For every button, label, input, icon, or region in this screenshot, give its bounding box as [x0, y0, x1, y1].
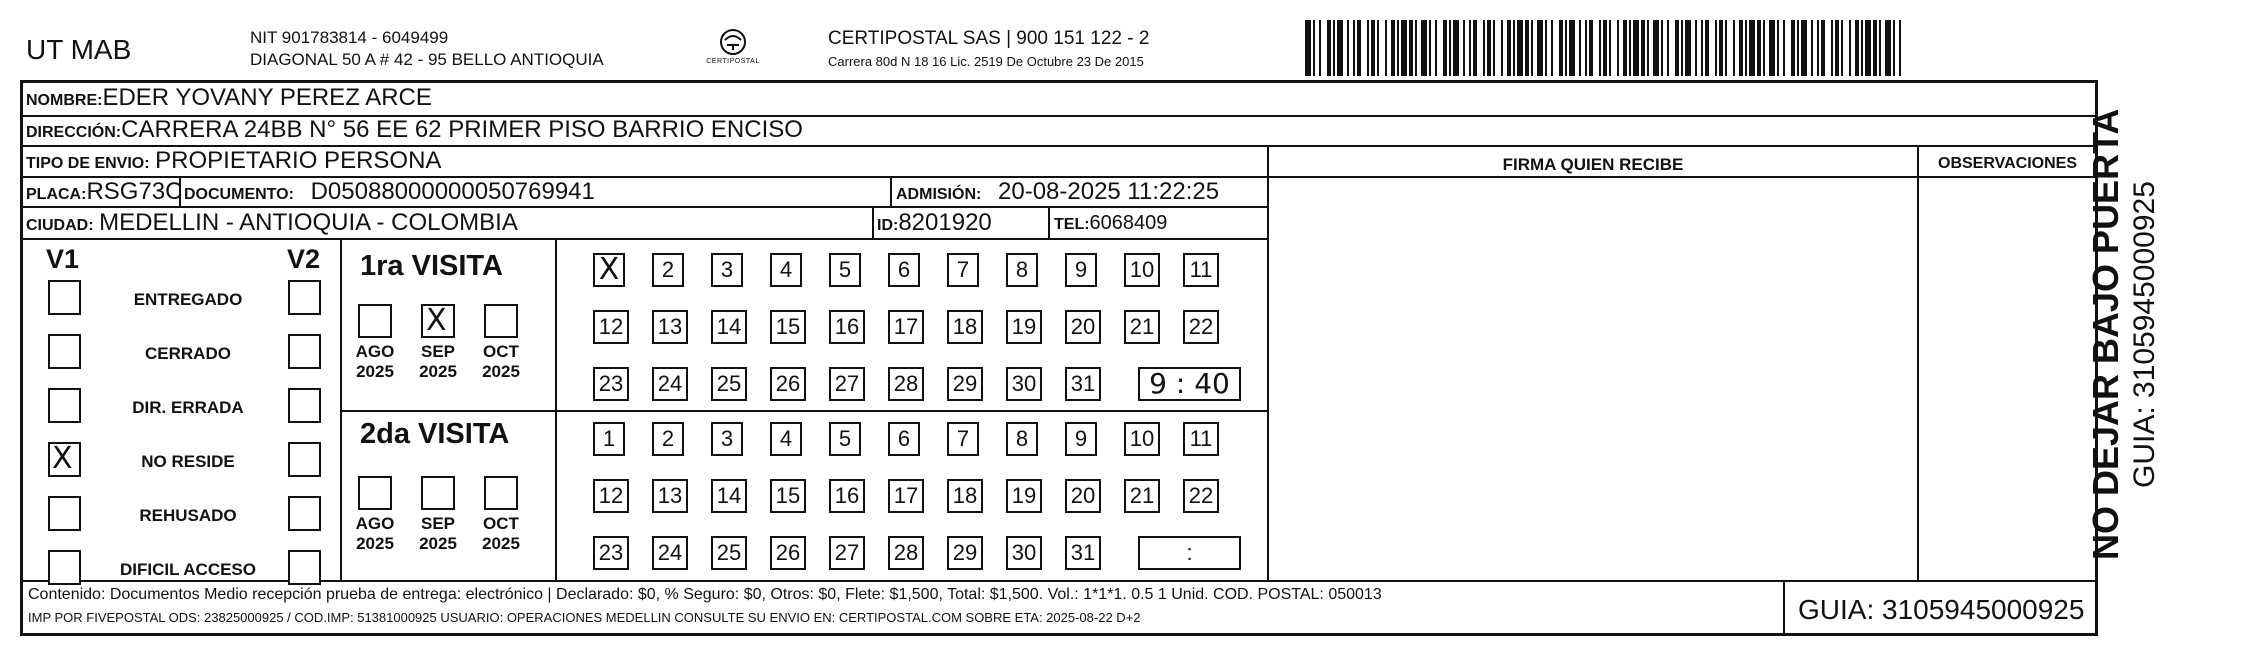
barcode-bar	[1623, 20, 1627, 76]
first-day-3[interactable]: 3	[711, 253, 743, 287]
v2-checkbox-3[interactable]	[288, 442, 321, 477]
second-day-24[interactable]: 24	[652, 536, 688, 570]
barcode-bar	[1569, 20, 1575, 76]
first-day-29[interactable]: 29	[947, 367, 983, 401]
first-day-5[interactable]: 5	[829, 253, 861, 287]
barcode-bar	[1893, 20, 1895, 76]
first-day-19[interactable]: 19	[1006, 310, 1042, 344]
carrier-address: Carrera 80d N 18 16 Lic. 2519 De Octubre 23 De 2015	[828, 54, 1144, 69]
barcode-bar	[1705, 20, 1709, 76]
first-day-22[interactable]: 22	[1183, 310, 1219, 344]
barcode-bar	[1811, 20, 1813, 76]
second-day-28[interactable]: 28	[888, 536, 924, 570]
barcode-bar	[1641, 20, 1645, 76]
ciudad-label: CIUDAD:	[26, 217, 94, 234]
barcode-bar	[1531, 20, 1533, 76]
first-day-15[interactable]: 15	[770, 310, 806, 344]
barcode-bar	[1617, 20, 1619, 76]
barcode-bar	[1579, 20, 1581, 76]
carrier-name: CERTIPOSTAL SAS | 900 151 122 - 2	[828, 28, 1150, 49]
barcode-bar	[1701, 20, 1703, 76]
barcode-bar	[1653, 20, 1659, 76]
barcode-bar	[1739, 20, 1743, 76]
id-row	[877, 211, 992, 235]
id-value: 8201920	[898, 209, 992, 236]
tel-label: TEL:	[1054, 216, 1090, 233]
barcode-bar	[1483, 20, 1485, 76]
barcode-bar	[1391, 20, 1395, 76]
barcode-bar	[1745, 20, 1747, 76]
barcode-bar	[1585, 20, 1587, 76]
barcode-bar	[1401, 20, 1407, 76]
direccion-value: CARRERA 24BB N° 56 EE 62 PRIMER PISO BARRIO ENCISO	[121, 116, 803, 143]
barcode-bar	[1525, 20, 1529, 76]
barcode-bar	[1865, 20, 1871, 76]
barcode-bar	[1791, 20, 1795, 76]
second-day-9[interactable]: 9	[1065, 422, 1097, 456]
barcode-bar	[1715, 20, 1717, 76]
barcode-bar	[1367, 20, 1369, 76]
barcode-bar	[1537, 20, 1543, 76]
first-month-check-mark: X	[426, 303, 447, 338]
first-month-checkbox-sep[interactable]	[421, 304, 455, 338]
second-day-3[interactable]: 3	[711, 422, 743, 456]
barcode-bar	[1493, 20, 1495, 76]
barcode-bar	[1661, 20, 1663, 76]
second-month-checkbox-oct[interactable]	[484, 476, 518, 510]
second-day-1[interactable]: 1	[593, 422, 625, 456]
v2-checkbox-5[interactable]	[288, 550, 321, 585]
barcode-bar	[1397, 20, 1399, 76]
ciudad-value: MEDELLIN - ANTIOQUIA - COLOMBIA	[99, 209, 518, 236]
first-month-label-sep: SEP 2025	[419, 342, 457, 382]
barcode-bar	[1487, 20, 1491, 76]
barcode-bar	[1821, 20, 1825, 76]
barcode-bar	[1817, 20, 1819, 76]
barcode-bar	[1899, 20, 1901, 76]
first-day-6[interactable]: 6	[888, 253, 920, 287]
barcode-bar	[1443, 20, 1447, 76]
v1-checkbox-4[interactable]	[48, 496, 81, 531]
second-day-23[interactable]: 23	[593, 536, 629, 570]
barcode-bar	[1783, 20, 1785, 76]
placa-row	[26, 180, 182, 204]
first-visit-title: 1ra VISITA	[360, 250, 503, 282]
barcode-bar	[1449, 20, 1451, 76]
v2-checkbox-4[interactable]	[288, 496, 321, 531]
second-day-15[interactable]: 15	[770, 479, 806, 513]
second-day-10[interactable]: 10	[1124, 422, 1160, 456]
barcode-bar	[1313, 20, 1315, 76]
barcode	[1305, 20, 1905, 76]
barcode-bar	[1599, 20, 1601, 76]
first-day-20[interactable]: 20	[1065, 310, 1101, 344]
first-day-31[interactable]: 31	[1065, 367, 1101, 401]
first-day-23[interactable]: 23	[593, 367, 629, 401]
v1-checkbox-1[interactable]	[48, 334, 81, 369]
first-day-7[interactable]: 7	[947, 253, 979, 287]
side-guia: GUIA: 3105945000925	[2128, 181, 2161, 488]
carrier-logo	[705, 26, 761, 74]
first-day-18[interactable]: 18	[947, 310, 983, 344]
barcode-bar	[1305, 20, 1311, 76]
second-day-7[interactable]: 7	[947, 422, 979, 456]
tel-row	[1054, 213, 1167, 233]
first-time-field[interactable]: 9 : 40	[1138, 367, 1241, 401]
barcode-bar	[1319, 20, 1321, 76]
barcode-bar	[1835, 20, 1839, 76]
barcode-bar	[1409, 20, 1413, 76]
barcode-bar	[1831, 20, 1833, 76]
barcode-bar	[1849, 20, 1851, 76]
tipo-row	[26, 149, 441, 173]
second-day-20[interactable]: 20	[1065, 479, 1101, 513]
second-day-17[interactable]: 17	[888, 479, 924, 513]
barcode-bar	[1551, 20, 1553, 76]
nombre-value: EDER YOVANY PEREZ ARCE	[102, 84, 432, 111]
v1-checkbox-2[interactable]	[48, 388, 81, 423]
second-month-label-sep: SEP 2025	[419, 514, 457, 554]
barcode-bar	[1337, 20, 1343, 76]
barcode-bar	[1507, 20, 1511, 76]
first-month-label-oct: OCT 2025	[482, 342, 520, 382]
first-day-2[interactable]: 2	[652, 253, 684, 287]
direccion-row	[26, 118, 803, 142]
barcode-graphic	[1305, 20, 1905, 76]
barcode-bar	[1685, 20, 1691, 76]
placa-value: RSG73C	[86, 178, 183, 205]
company-name: UT MAB	[26, 34, 132, 65]
barcode-bar	[1517, 20, 1523, 76]
admision-row	[896, 180, 1219, 204]
v2-header: V2	[287, 244, 321, 274]
barcode-bar	[1347, 20, 1349, 76]
v2-checkbox-0[interactable]	[288, 280, 321, 315]
v1-checkbox-0[interactable]	[48, 280, 81, 315]
barcode-bar	[1885, 20, 1891, 76]
admision-label: ADMISIÓN:	[896, 186, 982, 203]
company-address: DIAGONAL 50 A # 42 - 95 BELLO ANTIOQUIA	[250, 50, 604, 69]
second-day-16[interactable]: 16	[829, 479, 865, 513]
first-month-checkbox-ago[interactable]	[358, 304, 392, 338]
barcode-bar	[1333, 20, 1335, 76]
second-day-30[interactable]: 30	[1006, 536, 1042, 570]
barcode-bar	[1385, 20, 1387, 76]
second-month-checkbox-sep[interactable]	[421, 476, 455, 510]
barcode-bar	[1603, 20, 1607, 76]
second-day-8[interactable]: 8	[1006, 422, 1038, 456]
ciudad-row	[26, 211, 518, 235]
first-day-26[interactable]: 26	[770, 367, 806, 401]
barcode-bar	[1797, 20, 1799, 76]
status-label-4: REHUSADO	[139, 506, 237, 525]
v2-checkbox-2[interactable]	[288, 388, 321, 423]
carrier-logo-text: CERTIPOSTAL	[706, 58, 760, 65]
first-month-label-ago: AGO 2025	[355, 342, 395, 382]
barcode-bar	[1357, 20, 1361, 76]
barcode-bar	[1469, 20, 1471, 76]
firma-header: FIRMA QUIEN RECIBE	[1502, 155, 1684, 174]
first-day-14[interactable]: 14	[711, 310, 747, 344]
second-day-6[interactable]: 6	[888, 422, 920, 456]
barcode-bar	[1757, 20, 1761, 76]
barcode-bar	[1501, 20, 1503, 76]
barcode-bar	[1861, 20, 1863, 76]
v1-check-mark: X	[52, 441, 73, 476]
barcode-bar	[1725, 20, 1727, 76]
second-day-13[interactable]: 13	[652, 479, 688, 513]
company-nit: NIT 901783814 - 6049499	[250, 28, 449, 47]
first-day-24[interactable]: 24	[652, 367, 688, 401]
barcode-bar	[1733, 20, 1735, 76]
barcode-bar	[1855, 20, 1859, 76]
first-day-12[interactable]: 12	[593, 310, 629, 344]
first-day-28[interactable]: 28	[888, 367, 924, 401]
barcode-bar	[1801, 20, 1807, 76]
tel-value: 6068409	[1089, 212, 1168, 234]
second-day-19[interactable]: 19	[1006, 479, 1042, 513]
observaciones-header: OBSERVACIONES	[1938, 155, 2077, 172]
barcode-bar	[1629, 20, 1631, 76]
first-day-10[interactable]: 10	[1124, 253, 1160, 287]
barcode-bar	[1695, 20, 1697, 76]
barcode-bar	[1559, 20, 1563, 76]
first-day-30[interactable]: 30	[1006, 367, 1042, 401]
barcode-bar	[1763, 20, 1765, 76]
barcode-bar	[1675, 20, 1679, 76]
second-day-29[interactable]: 29	[947, 536, 983, 570]
second-day-25[interactable]: 25	[711, 536, 747, 570]
carrier-logo-icon	[705, 26, 761, 74]
documento-row	[184, 180, 595, 204]
second-day-26[interactable]: 26	[770, 536, 806, 570]
v1-header: V1	[46, 244, 80, 274]
documento-value: D05088000000050769941	[310, 178, 595, 205]
barcode-bar	[1453, 20, 1459, 76]
barcode-bar	[1777, 20, 1779, 76]
documento-label: DOCUMENTO:	[184, 186, 294, 203]
first-month-checkbox-oct[interactable]	[484, 304, 518, 338]
second-month-checkbox-ago[interactable]	[358, 476, 392, 510]
second-visit-title: 2da VISITA	[360, 418, 510, 450]
barcode-bar	[1327, 20, 1331, 76]
barcode-bar	[1435, 20, 1437, 76]
side-warning: NO DEJAR BAJO PUERTA	[2085, 108, 2126, 560]
barcode-bar	[1415, 20, 1417, 76]
status-label-5: DIFICIL ACCESO	[119, 560, 256, 579]
v1-checkbox-5[interactable]	[48, 550, 81, 585]
first-day-9[interactable]: 9	[1065, 253, 1097, 287]
second-day-21[interactable]: 21	[1124, 479, 1160, 513]
barcode-bar	[1681, 20, 1683, 76]
v2-checkbox-1[interactable]	[288, 334, 321, 369]
barcode-bar	[1429, 20, 1431, 76]
status-label-3: NO RESIDE	[141, 452, 235, 471]
v1-checkbox-3[interactable]	[48, 442, 81, 477]
second-day-18[interactable]: 18	[947, 479, 983, 513]
barcode-bar	[1421, 20, 1427, 76]
barcode-bar	[1647, 20, 1649, 76]
second-day-4[interactable]: 4	[770, 422, 802, 456]
tipo-value: PROPIETARIO PERSONA	[155, 147, 442, 174]
nombre-label: NOMBRE:	[26, 92, 103, 109]
first-day-27[interactable]: 27	[829, 367, 865, 401]
nombre-row	[26, 86, 432, 110]
barcode-bar	[1371, 20, 1375, 76]
status-label-1: CERRADO	[145, 344, 231, 363]
barcode-bar	[1377, 20, 1379, 76]
second-time-field[interactable]: :	[1138, 536, 1241, 570]
barcode-bar	[1879, 20, 1881, 76]
barcode-bar	[1841, 20, 1843, 76]
footer-guia: GUIA: 3105945000925	[1798, 594, 2085, 625]
first-day-13[interactable]: 13	[652, 310, 688, 344]
barcode-bar	[1609, 20, 1611, 76]
barcode-bar	[1589, 20, 1593, 76]
barcode-bar	[1633, 20, 1639, 76]
first-day-4[interactable]: 4	[770, 253, 802, 287]
tipo-label: TIPO DE ENVIO:	[26, 155, 150, 172]
barcode-bar	[1565, 20, 1567, 76]
barcode-bar	[1749, 20, 1755, 76]
barcode-bar	[1353, 20, 1355, 76]
second-day-5[interactable]: 5	[829, 422, 861, 456]
second-day-11[interactable]: 11	[1183, 422, 1219, 456]
first-day-25[interactable]: 25	[711, 367, 747, 401]
status-label-0: ENTREGADO	[133, 290, 243, 309]
footer-line-2: IMP POR FIVEPOSTAL ODS: 23825000925 / COD.IMP: 51381000925 USUARIO: OPERACIONES MEDELLIN CONSULTE SU ENVIO EN: CERTIPOSTAL.COM SOBRE ETA: 2025-08-22 D+2	[28, 610, 1141, 625]
first-day-8[interactable]: 8	[1006, 253, 1038, 287]
barcode-bar	[1719, 20, 1723, 76]
status-label-2: DIR. ERRADA	[132, 398, 244, 417]
first-day-1[interactable]: X	[593, 253, 625, 287]
barcode-bar	[1513, 20, 1515, 76]
first-day-21[interactable]: 21	[1124, 310, 1160, 344]
id-label: ID:	[877, 217, 899, 234]
second-day-22[interactable]: 22	[1183, 479, 1219, 513]
barcode-bar	[1463, 20, 1465, 76]
direccion-label: DIRECCIÓN:	[26, 124, 122, 141]
first-day-11[interactable]: 11	[1183, 253, 1219, 287]
second-day-31[interactable]: 31	[1065, 536, 1101, 570]
barcode-bar	[1545, 20, 1547, 76]
second-day-2[interactable]: 2	[652, 422, 684, 456]
second-day-12[interactable]: 12	[593, 479, 629, 513]
barcode-bar	[1473, 20, 1477, 76]
placa-label: PLACA:	[26, 186, 87, 203]
barcode-bar	[1873, 20, 1877, 76]
admision-value: 20-08-2025 11:22:25	[998, 178, 1220, 205]
second-month-label-oct: OCT 2025	[482, 514, 520, 554]
second-day-14[interactable]: 14	[711, 479, 747, 513]
second-day-27[interactable]: 27	[829, 536, 865, 570]
first-day-17[interactable]: 17	[888, 310, 924, 344]
first-day-16[interactable]: 16	[829, 310, 865, 344]
footer-line-1: Contenido: Documentos Medio recepción prueba de entrega: electrónico | Declarado: $0, % Seguro: $0, Otros: $0, Flete: $1,500, Total: $1,500. Vol.: 1*1*1. 0.5 1 Unid. COD. POSTAL: 050013	[28, 586, 1382, 603]
second-month-label-ago: AGO 2025	[355, 514, 395, 554]
barcode-bar	[1769, 20, 1775, 76]
barcode-bar	[1667, 20, 1669, 76]
